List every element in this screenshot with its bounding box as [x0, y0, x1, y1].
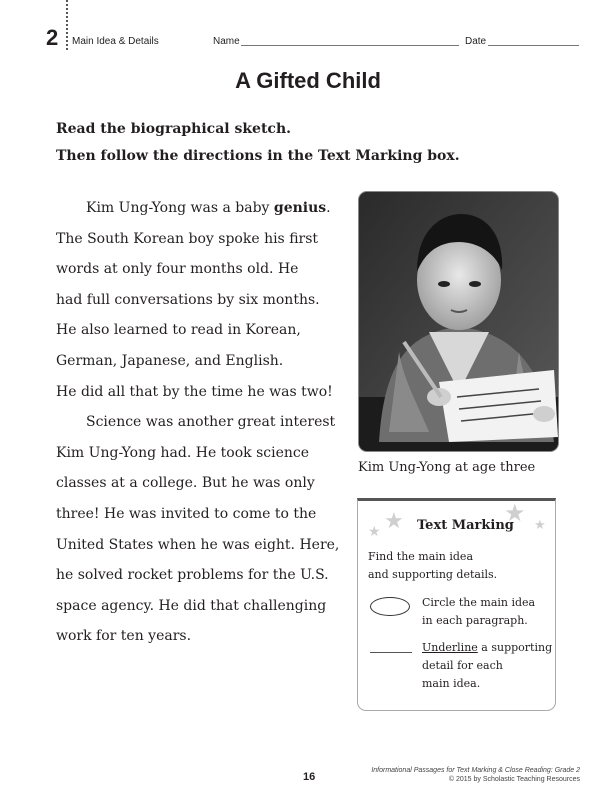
- passage: [56, 193, 341, 652]
- passage-line: The South Korean boy spoke his first: [56, 230, 319, 247]
- underline-symbol: [370, 652, 412, 653]
- underline-instruction: [422, 639, 552, 693]
- instruction-line: [422, 639, 552, 657]
- instruction-line: main idea.: [422, 677, 481, 690]
- text-marking-intro: [368, 548, 497, 584]
- instruction-line: Circle the main idea: [422, 596, 536, 609]
- direction-line-1: Read the biographical sketch.: [56, 121, 291, 137]
- name-field-line: [241, 45, 459, 46]
- passage-line: He did all that by the time he was two!: [56, 383, 333, 400]
- dotted-divider: [66, 0, 68, 50]
- circle-symbol: [370, 597, 410, 616]
- star-icon: ★: [368, 524, 381, 540]
- passage-line: had full conversations by six months.: [56, 291, 320, 308]
- page-title: A Gifted Child: [235, 68, 381, 93]
- passage-line: words at only four months old. He: [56, 261, 299, 278]
- date-field-line: [488, 45, 579, 46]
- intro-line: Find the main idea: [368, 550, 473, 563]
- passage-line: three! He was invited to come to the: [56, 505, 317, 522]
- unit-number: 2: [46, 25, 59, 50]
- direction-line-2: Then follow the directions in the Text Marking box.: [56, 148, 460, 164]
- instruction-line: detail for each: [422, 659, 503, 672]
- star-icon: ★: [504, 499, 526, 527]
- child-photo: [358, 191, 559, 452]
- star-icon: ★: [384, 509, 404, 534]
- photo-caption: Kim Ung-Yong at age three: [358, 460, 536, 475]
- passage-line: He also learned to read in Korean,: [56, 322, 301, 339]
- underline-word: Underline: [422, 641, 478, 654]
- circle-instruction: [422, 594, 535, 630]
- name-label: Name: [213, 36, 240, 47]
- passage-line: work for ten years.: [56, 628, 192, 645]
- unit-title: Main Idea & Details: [72, 36, 159, 47]
- passage-line: Kim Ung-Yong had. He took science: [56, 444, 310, 461]
- star-icon: ★: [534, 518, 546, 533]
- source-line: Informational Passages for Text Marking & Close Reading: Grade 2: [371, 767, 580, 774]
- text-marking-box: [357, 498, 556, 711]
- passage-line: Science was another great interest: [86, 414, 336, 431]
- passage-text: .: [326, 200, 331, 216]
- instruction-text: a supporting: [477, 641, 553, 654]
- page-number: 16: [303, 771, 316, 783]
- intro-line: and supporting details.: [368, 568, 498, 581]
- passage-line: [56, 193, 341, 224]
- vocab-word-genius: genius: [273, 200, 327, 216]
- footer-credits: [371, 766, 580, 784]
- text-marking-title: Text Marking: [417, 518, 514, 533]
- passage-text: Kim Ung-Yong was a baby: [86, 200, 274, 216]
- passage-line: he solved rocket problems for the U.S.: [56, 567, 329, 584]
- passage-line: space agency. He did that challenging: [56, 597, 327, 614]
- instruction-line: in each paragraph.: [422, 614, 528, 627]
- passage-line: German, Japanese, and English.: [56, 352, 284, 369]
- date-label: Date: [465, 36, 487, 47]
- passage-line: classes at a college. But he was only: [56, 475, 315, 492]
- passage-line: United States when he was eight. Here,: [56, 536, 340, 553]
- copyright-line: © 2015 by Scholastic Teaching Resources: [448, 776, 580, 783]
